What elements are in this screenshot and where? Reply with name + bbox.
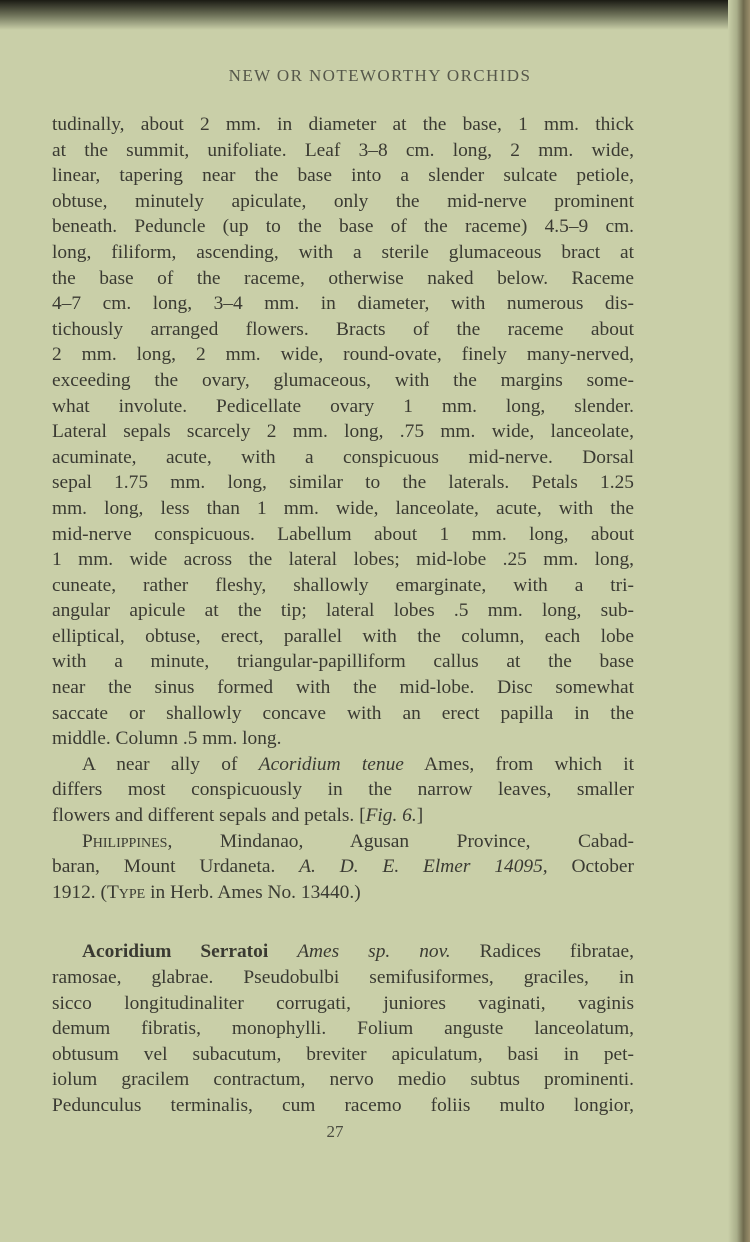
text-line: 1 mm. wide across the lateral lobes; mid-lobe .25 mm. long, [52,549,634,571]
text-line: ramosae, glabrae. Pseudobulbi semifusiformes, graciles, in [52,967,634,988]
text-line [52,803,634,829]
description-paragraph [52,112,634,752]
species-heading: Acoridium Serratoi [82,941,269,963]
text-line: obtuse, minutely apiculate, only the mid-nerve prominent [52,190,634,212]
text-run: flowers and different sepals and petals. [ [52,805,366,827]
affinity-paragraph [52,752,634,829]
figure-reference: Fig. 6. [365,805,417,827]
page-right-edge [728,0,750,1242]
text-line: near the sinus formed with the mid-lobe. Disc somewhat [52,677,634,699]
text-line [52,752,634,778]
text-line: at the summit, unifoliate. Leaf 3–8 cm. long, 2 mm. wide, [52,139,634,161]
country-name: Philippines [82,830,168,852]
text-line: Lateral sepals scarcely 2 mm. long, .75 mm. wide, lanceolate, [52,421,634,443]
text-line: what involute. Pedicellate ovary 1 mm. long, slender. [52,395,634,417]
running-head: NEW OR NOTEWORTHY ORCHIDS [228,66,532,85]
collector-citation: A. D. E. Elmer 14095, [299,856,548,878]
species-name: Acoridium tenue [258,753,404,775]
text-line: middle. Column .5 mm. long. [52,728,282,750]
text-line: angular apicule at the tip; lateral lobes .5 mm. long, sub- [52,600,634,622]
text-line: tudinally, about 2 mm. in diameter at the base, 1 mm. thick [52,114,634,135]
text-run: A near ally of [82,753,259,775]
text-run: Radices fibratae, [450,941,634,963]
text-line: saccate or shallowly concave with an erect papilla in the [52,702,634,724]
new-species-paragraph [52,939,634,1118]
text-line: mm. long, less than 1 mm. wide, lanceolate, acute, with the [52,497,634,519]
text-line: mid-nerve conspicuous. Labellum about 1 mm. long, about [52,523,634,545]
text-line [52,829,634,855]
species-authority: Ames sp. nov. [297,941,451,963]
text-line [52,939,634,965]
text-line: long, filiform, ascending, with a sterile glumaceous bract at [52,241,634,263]
text-line: obtusum vel subacutum, breviter apiculatum, basi in pet- [52,1043,634,1065]
text-line [52,880,634,906]
text-line [52,854,634,880]
text-run: , Mindanao, Agusan Province, Cabad- [167,830,634,852]
text-line: exceeding the ovary, glumaceous, with the margins some- [52,369,634,391]
text-line: the base of the raceme, otherwise naked below. Raceme [52,267,634,289]
text-line: 2 mm. long, 2 mm. wide, round-ovate, finely many-nerved, [52,344,634,366]
text-line: acuminate, acute, with a conspicuous mid-nerve. Dorsal [52,446,634,468]
section-gap [52,905,634,939]
text-line: elliptical, obtuse, erect, parallel with the column, each lobe [52,625,634,647]
text-line: differs most conspicuously in the narrow leaves, smaller [52,779,634,801]
page-body [52,112,634,1119]
text-run: October [547,856,634,878]
text-line: iolum gracilem contractum, nervo medio subtus prominenti. [52,1069,634,1091]
text-run: baran, Mount Urdaneta. [52,856,300,878]
page-number: 27 [326,1122,344,1141]
text-line: beneath. Peduncle (up to the base of the raceme) 4.5–9 cm. [52,216,634,238]
text-line: with a minute, triangular-papilliform callus at the base [52,651,634,673]
page-top-shadow [0,0,750,30]
text-line: tichously arranged flowers. Bracts of the raceme about [52,318,634,340]
text-run: ] [416,805,424,827]
text-line: cuneate, rather fleshy, shallowly emarginate, with a tri- [52,574,634,596]
text-line: sepal 1.75 mm. long, similar to the laterals. Petals 1.25 [52,472,634,494]
text-line: sicco longitudinaliter corrugati, juniores vaginati, vaginis [52,992,634,1014]
text-line: 4–7 cm. long, 3–4 mm. in diameter, with numerous dis- [52,293,634,315]
text-run: in Herb. Ames No. 13440.) [145,881,361,903]
text-run: 1912. ( [52,881,107,903]
text-line: demum fibratis, monophylli. Folium anguste lanceolatum, [52,1018,634,1040]
text-run: Ames, from which it [403,753,634,775]
text-line: linear, tapering near the base into a slender sulcate petiole, [52,165,634,187]
type-label: Type [106,881,146,903]
text-line: Pedunculus terminalis, cum racemo foliis multo longior, [52,1094,634,1116]
locality-paragraph [52,829,634,906]
